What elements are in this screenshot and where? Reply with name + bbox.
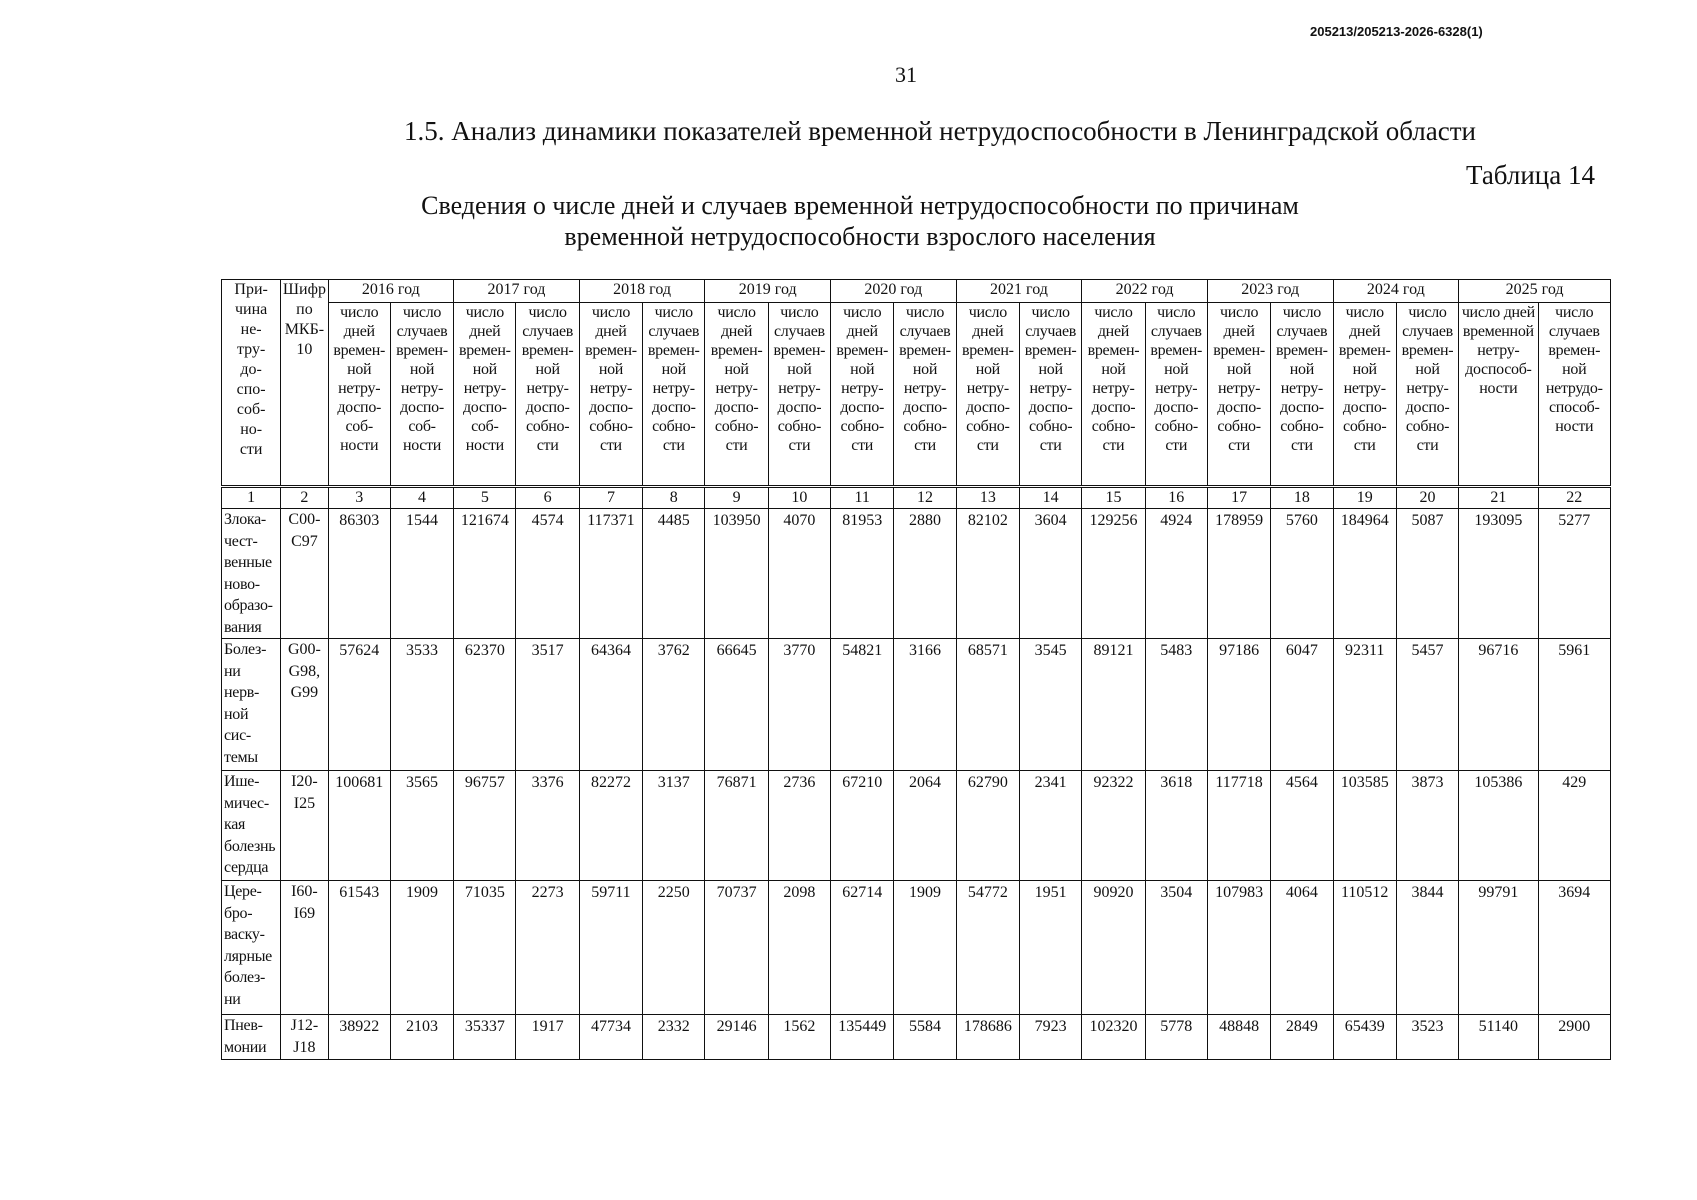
cell-days: 54772 bbox=[956, 881, 1019, 1015]
cell-cases: 5277 bbox=[1538, 509, 1610, 639]
cell-days: 82272 bbox=[579, 771, 642, 881]
cell-cases: 3517 bbox=[516, 639, 579, 771]
column-number: 7 bbox=[579, 487, 642, 509]
cell-cases: 3873 bbox=[1396, 771, 1458, 881]
section-title: 1.5. Анализ динамики показателей временной нетрудоспособности в Ленинградской области bbox=[404, 116, 1476, 146]
subheader-days: число дней времен- ной нетру- доспо- собно- сти bbox=[705, 303, 768, 487]
column-number: 9 bbox=[705, 487, 768, 509]
cell-cases: 2880 bbox=[894, 509, 956, 639]
subheader-cases: число случаев времен- ной нетру- доспо- собно- сти bbox=[1271, 303, 1333, 487]
subheader-days: число дней времен- ной нетру- доспо- собно- сти bbox=[579, 303, 642, 487]
subheader-cases: число случаев времен- ной нетру- доспо- соб- ности bbox=[390, 303, 453, 487]
column-number: 6 bbox=[516, 487, 579, 509]
cell-days: 70737 bbox=[705, 881, 768, 1015]
cell-days: 76871 bbox=[705, 771, 768, 881]
cell-days: 62790 bbox=[956, 771, 1019, 881]
cell-days: 117371 bbox=[579, 509, 642, 639]
header-year-2018: 2018 год bbox=[579, 280, 705, 303]
cell-days: 65439 bbox=[1333, 1015, 1396, 1060]
cell-reason: Цере- бро- васку- лярные болез- ни bbox=[222, 881, 281, 1015]
cell-days: 117718 bbox=[1207, 771, 1270, 881]
cell-days: 184964 bbox=[1333, 509, 1396, 639]
subheader-days: число дней времен- ной нетру- доспо- соб- ности bbox=[454, 303, 516, 487]
caption-line-2: временной нетрудоспособности взрослого населения bbox=[564, 222, 1156, 251]
cell-cases: 3504 bbox=[1145, 881, 1207, 1015]
subheader-days: число дней времен- ной нетру- доспо- собно- сти bbox=[831, 303, 894, 487]
column-number: 15 bbox=[1082, 487, 1145, 509]
cell-days: 89121 bbox=[1082, 639, 1145, 771]
cell-cases: 2273 bbox=[516, 881, 579, 1015]
table-label: Таблица 14 bbox=[1466, 160, 1595, 190]
cell-cases: 2332 bbox=[643, 1015, 705, 1060]
header-year-2021: 2021 год bbox=[956, 280, 1082, 303]
cell-days: 121674 bbox=[454, 509, 516, 639]
cell-cases: 3604 bbox=[1019, 509, 1081, 639]
cell-days: 66645 bbox=[705, 639, 768, 771]
cell-cases: 5778 bbox=[1145, 1015, 1207, 1060]
header-code: Шифр по МКБ- 10 bbox=[281, 280, 328, 487]
cell-cases: 3762 bbox=[643, 639, 705, 771]
cell-days: 107983 bbox=[1207, 881, 1270, 1015]
header-year-2022: 2022 год bbox=[1082, 280, 1208, 303]
subheader-days: число дней временной нетру- доспособ- ности bbox=[1459, 303, 1538, 487]
cell-days: 38922 bbox=[328, 1015, 390, 1060]
column-number: 12 bbox=[894, 487, 956, 509]
cell-days: 51140 bbox=[1459, 1015, 1538, 1060]
column-number: 1 bbox=[222, 487, 281, 509]
cell-days: 103950 bbox=[705, 509, 768, 639]
cell-days: 64364 bbox=[579, 639, 642, 771]
column-number: 11 bbox=[831, 487, 894, 509]
subheader-days: число дней времен- ной нетру- доспо- собно- сти bbox=[1082, 303, 1145, 487]
table-row bbox=[222, 771, 1611, 881]
cell-cases: 7923 bbox=[1019, 1015, 1081, 1060]
cell-cases: 2098 bbox=[768, 881, 830, 1015]
subheader-days: число дней времен- ной нетру- доспо- собно- сти bbox=[956, 303, 1019, 487]
cell-icd-code: G00- G98, G99 bbox=[281, 639, 328, 771]
cell-days: 178959 bbox=[1207, 509, 1270, 639]
header-row-years bbox=[222, 280, 1611, 303]
cell-cases: 5760 bbox=[1271, 509, 1333, 639]
cell-days: 110512 bbox=[1333, 881, 1396, 1015]
cell-cases: 5483 bbox=[1145, 639, 1207, 771]
cell-days: 92322 bbox=[1082, 771, 1145, 881]
cell-days: 97186 bbox=[1207, 639, 1270, 771]
cell-cases: 6047 bbox=[1271, 639, 1333, 771]
cell-cases: 4924 bbox=[1145, 509, 1207, 639]
cell-cases: 2900 bbox=[1538, 1015, 1610, 1060]
header-year-2025: 2025 год bbox=[1459, 280, 1611, 303]
cell-reason: Ише- мичес- кая болезнь сердца bbox=[222, 771, 281, 881]
column-number: 16 bbox=[1145, 487, 1207, 509]
table-row bbox=[222, 639, 1611, 771]
document-id: 205213/205213-2026-6328(1) bbox=[1310, 24, 1483, 39]
cell-cases: 2849 bbox=[1271, 1015, 1333, 1060]
cell-cases: 1562 bbox=[768, 1015, 830, 1060]
cell-cases: 2736 bbox=[768, 771, 830, 881]
cell-days: 82102 bbox=[956, 509, 1019, 639]
cell-cases: 3376 bbox=[516, 771, 579, 881]
cell-days: 29146 bbox=[705, 1015, 768, 1060]
column-number: 10 bbox=[768, 487, 830, 509]
cell-cases: 3523 bbox=[1396, 1015, 1458, 1060]
cell-cases: 2341 bbox=[1019, 771, 1081, 881]
cell-cases: 3844 bbox=[1396, 881, 1458, 1015]
cell-icd-code: C00- C97 bbox=[281, 509, 328, 639]
cell-days: 96757 bbox=[454, 771, 516, 881]
cell-cases: 3166 bbox=[894, 639, 956, 771]
cell-days: 47734 bbox=[579, 1015, 642, 1060]
subheader-cases: число случаев времен- ной нетру- доспо- собно- сти bbox=[768, 303, 830, 487]
cell-days: 96716 bbox=[1459, 639, 1538, 771]
subheader-cases: число случаев времен- ной нетру- доспо- собно- сти bbox=[516, 303, 579, 487]
table-row bbox=[222, 509, 1611, 639]
cell-cases: 1951 bbox=[1019, 881, 1081, 1015]
cell-days: 67210 bbox=[831, 771, 894, 881]
cell-cases: 4064 bbox=[1271, 881, 1333, 1015]
cell-days: 105386 bbox=[1459, 771, 1538, 881]
cell-reason: Пнев- монии bbox=[222, 1015, 281, 1060]
cell-cases: 1917 bbox=[516, 1015, 579, 1060]
cell-days: 59711 bbox=[579, 881, 642, 1015]
cell-days: 99791 bbox=[1459, 881, 1538, 1015]
subheader-cases: число случаев времен- ной нетрудо- способ- ности bbox=[1538, 303, 1610, 487]
header-year-2019: 2019 год bbox=[705, 280, 831, 303]
cell-cases: 3694 bbox=[1538, 881, 1610, 1015]
cell-cases: 1909 bbox=[894, 881, 956, 1015]
cell-cases: 429 bbox=[1538, 771, 1610, 881]
cell-days: 48848 bbox=[1207, 1015, 1270, 1060]
column-number: 21 bbox=[1459, 487, 1538, 509]
cell-days: 62370 bbox=[454, 639, 516, 771]
cell-days: 54821 bbox=[831, 639, 894, 771]
cell-days: 102320 bbox=[1082, 1015, 1145, 1060]
cell-days: 103585 bbox=[1333, 771, 1396, 881]
cell-days: 86303 bbox=[328, 509, 390, 639]
disability-table bbox=[221, 279, 1611, 1060]
table-caption bbox=[0, 190, 1697, 252]
cell-reason: Болез- ни нерв- ной сис- темы bbox=[222, 639, 281, 771]
cell-icd-code: I20- I25 bbox=[281, 771, 328, 881]
cell-cases: 2064 bbox=[894, 771, 956, 881]
header-year-2016: 2016 год bbox=[328, 280, 454, 303]
cell-cases: 4574 bbox=[516, 509, 579, 639]
cell-cases: 5457 bbox=[1396, 639, 1458, 771]
cell-days: 71035 bbox=[454, 881, 516, 1015]
column-number: 20 bbox=[1396, 487, 1458, 509]
cell-days: 57624 bbox=[328, 639, 390, 771]
column-number: 19 bbox=[1333, 487, 1396, 509]
cell-icd-code: J12- J18 bbox=[281, 1015, 328, 1060]
cell-days: 100681 bbox=[328, 771, 390, 881]
column-number: 14 bbox=[1019, 487, 1081, 509]
table-row bbox=[222, 1015, 1611, 1060]
cell-cases: 3565 bbox=[390, 771, 453, 881]
caption-line-1: Сведения о числе дней и случаев временной нетрудоспособности по причинам bbox=[421, 191, 1299, 220]
column-number: 5 bbox=[454, 487, 516, 509]
cell-cases: 2250 bbox=[643, 881, 705, 1015]
column-number: 4 bbox=[390, 487, 453, 509]
cell-days: 62714 bbox=[831, 881, 894, 1015]
cell-cases: 1544 bbox=[390, 509, 453, 639]
header-year-2023: 2023 год bbox=[1207, 280, 1333, 303]
header-year-2020: 2020 год bbox=[831, 280, 957, 303]
column-number: 3 bbox=[328, 487, 390, 509]
cell-days: 35337 bbox=[454, 1015, 516, 1060]
subheader-cases: число случаев времен- ной нетру- доспо- собно- сти bbox=[1396, 303, 1458, 487]
subheader-cases: число случаев времен- ной нетру- доспо- собно- сти bbox=[643, 303, 705, 487]
cell-cases: 3137 bbox=[643, 771, 705, 881]
header-year-2017: 2017 год bbox=[454, 280, 580, 303]
subheader-cases: число случаев времен- ной нетру- доспо- собно- сти bbox=[1019, 303, 1081, 487]
cell-days: 61543 bbox=[328, 881, 390, 1015]
cell-cases: 5961 bbox=[1538, 639, 1610, 771]
cell-days: 129256 bbox=[1082, 509, 1145, 639]
cell-cases: 3533 bbox=[390, 639, 453, 771]
cell-cases: 4485 bbox=[643, 509, 705, 639]
cell-cases: 3618 bbox=[1145, 771, 1207, 881]
subheader-days: число дней времен- ной нетру- доспо- собно- сти bbox=[1333, 303, 1396, 487]
header-year-2024: 2024 год bbox=[1333, 280, 1459, 303]
cell-cases: 4070 bbox=[768, 509, 830, 639]
subheader-cases: число случаев времен- ной нетру- доспо- собно- сти bbox=[894, 303, 956, 487]
page-number: 31 bbox=[895, 62, 917, 87]
cell-reason: Злока- чест- венные ново- образо- вания bbox=[222, 509, 281, 639]
cell-cases: 4564 bbox=[1271, 771, 1333, 881]
cell-cases: 1909 bbox=[390, 881, 453, 1015]
column-number: 18 bbox=[1271, 487, 1333, 509]
subheader-days: число дней времен- ной нетру- доспо- соб- ности bbox=[328, 303, 390, 487]
cell-days: 81953 bbox=[831, 509, 894, 639]
column-number: 17 bbox=[1207, 487, 1270, 509]
column-number: 2 bbox=[281, 487, 328, 509]
header-reason: При- чина не- тру- до- спо- соб- но- сти bbox=[222, 280, 281, 487]
cell-icd-code: I60- I69 bbox=[281, 881, 328, 1015]
cell-days: 135449 bbox=[831, 1015, 894, 1060]
cell-cases: 2103 bbox=[390, 1015, 453, 1060]
subheader-days: число дней времен- ной нетру- доспо- собно- сти bbox=[1207, 303, 1270, 487]
subheader-cases: число случаев времен- ной нетру- доспо- собно- сти bbox=[1145, 303, 1207, 487]
cell-cases: 3545 bbox=[1019, 639, 1081, 771]
column-number: 13 bbox=[956, 487, 1019, 509]
header-row-column-numbers bbox=[222, 487, 1611, 509]
table-row bbox=[222, 881, 1611, 1015]
cell-days: 178686 bbox=[956, 1015, 1019, 1060]
cell-days: 193095 bbox=[1459, 509, 1538, 639]
cell-cases: 5087 bbox=[1396, 509, 1458, 639]
cell-cases: 3770 bbox=[768, 639, 830, 771]
column-number: 22 bbox=[1538, 487, 1610, 509]
cell-cases: 5584 bbox=[894, 1015, 956, 1060]
header-row-subcolumns bbox=[222, 303, 1611, 487]
cell-days: 68571 bbox=[956, 639, 1019, 771]
column-number: 8 bbox=[643, 487, 705, 509]
cell-days: 90920 bbox=[1082, 881, 1145, 1015]
cell-days: 92311 bbox=[1333, 639, 1396, 771]
